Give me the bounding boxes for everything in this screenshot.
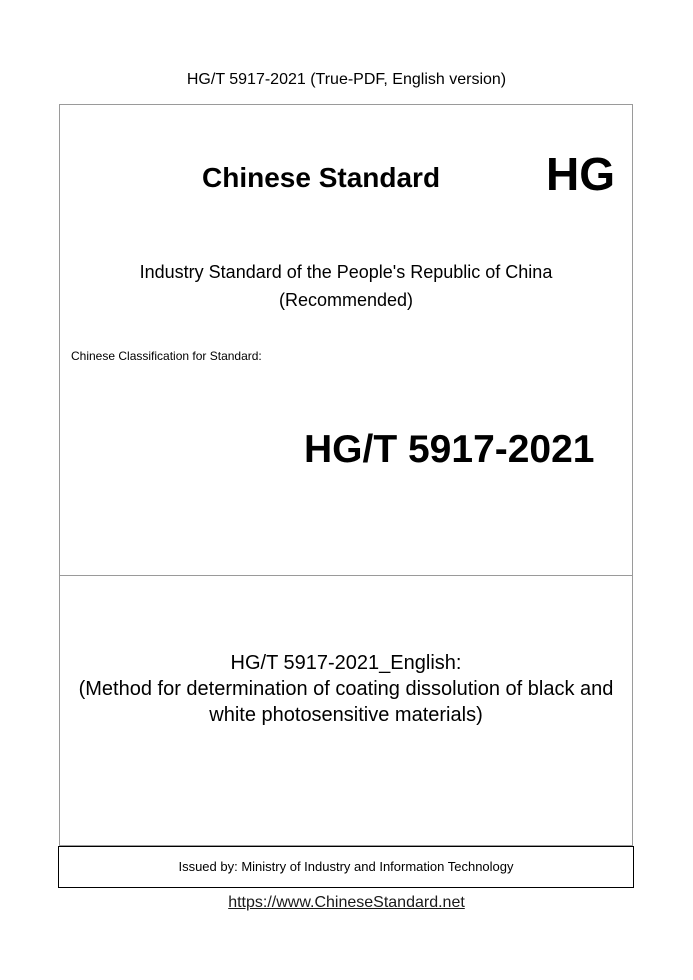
english-title-line-1: HG/T 5917-2021_English:: [230, 652, 462, 674]
standard-number: HG/T 5917-2021: [304, 428, 595, 471]
issuer-box: Issued by: Ministry of Industry and Information Technology: [58, 846, 634, 888]
cover-page: [59, 104, 633, 846]
standard-code: HG: [546, 148, 615, 200]
cover-title: Chinese Standard: [202, 162, 441, 193]
subtitle-line-2: (Recommended): [278, 290, 414, 310]
page-header: HG/T 5917-2021 (True-PDF, English version): [186, 71, 507, 88]
english-title-line-2: (Method for determination of coating dissolution of black and: [78, 678, 614, 700]
website-link[interactable]: https://www.ChineseStandard.net: [228, 894, 465, 911]
subtitle-line-1: Industry Standard of the People's Republic of China: [139, 262, 553, 282]
cover-subtitle: [60, 258, 632, 314]
cover-middle-section: [60, 576, 632, 847]
classification-label: Chinese Classification for Standard:: [71, 349, 262, 363]
english-title: [60, 650, 632, 728]
cover-top-section: [60, 105, 632, 576]
english-title-line-3: white photosensitive materials): [209, 704, 483, 726]
